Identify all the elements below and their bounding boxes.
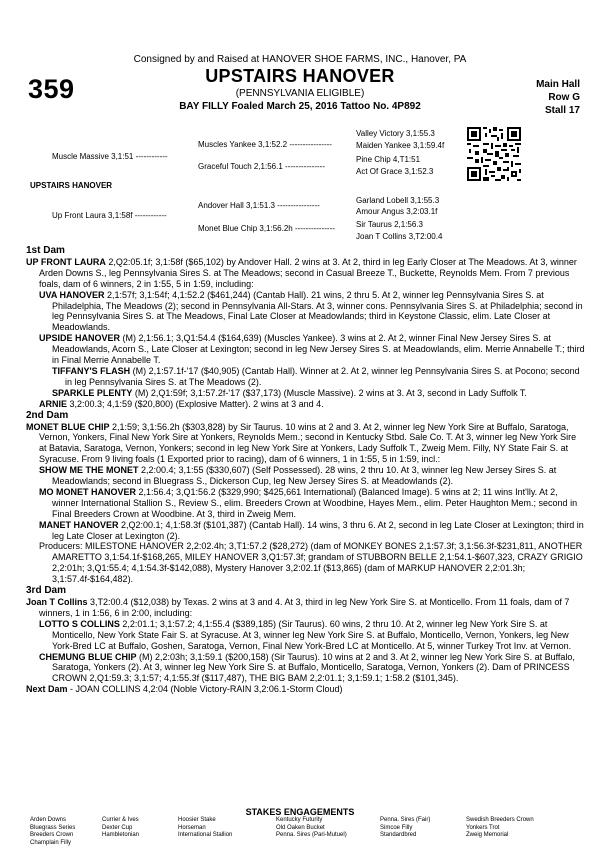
pedigree-sire: Muscle Massive 3,1:51 ------------ [52,152,168,161]
pedigree-sd-dam: Act Of Grace 3,1:52.3 [356,167,434,176]
horse-name: UPSTAIRS HANOVER [205,66,395,86]
stake-item: Kentucky Futurity [276,817,323,823]
produce-text: 2,1:56.4; 3,Q1:56.2 ($329,990; $425,661 International) (Balanced Image). 5 wins at 2; 11 wins Int'lly. At 2, winner International Stallion S., Review S., elim. Breeders Crown at Woodbine, Hayes Mem., elim. Peter Haughton Mem.; second in Final Breeders Crown at Woodbine. At 3, third in Zweig Mem. [52,486,578,519]
produce-name: SPARKLE PLENTY [52,387,133,398]
pedigree-dam-sire-text: Andover Hall 3,1:51.3 [198,201,275,210]
stake-item: Arden Downs [30,817,67,823]
pedigree-subject: UPSTAIRS HANOVER [30,181,113,190]
produce-entry [26,465,586,487]
first-dam-text: 2,Q2:05.1f; 3,1:58f ($65,102) by Andover Hall. 2 wins at 3. At 2, third in leg Early Closer at The Meadows. At 3, winner Arden Downs S., leg Pennsylvania Sires S. at The Meadows; second in Casual Breeze T., Buckette, Reynolds Mem. From 7 previous foals, dam of 6 winners, 2 in 1:55, 5 in 1:59, including: [39,256,577,289]
third-dam-name: Joan T Collins [26,597,88,607]
pedigree-sire-sire-text: Muscles Yankee 3,1:52.2 [198,140,288,149]
producers-entry: Producers: MILESTONE HANOVER 2,2:02.4h; 3,T1:57.2 ($28,272) (dam of MONKEY BONES 2,1:57.3f; 3,1:56.3f-$231,811, ANOTHER AMARETTO 3,1:54.1f-$168,265, MILEY HANOVER 3,Q1:57.3f; grandam of STUBBORN BELLE 2,1:54.1-$607,323, CRAZY GRIGIO 2,2:01h; 3,Q1:55.4; 4,1:54.3f-$142,088), Mystery Hanover 3,2:02.1f ($13,865) (dam of MARKUP HANOVER 2,2:01.3h; 3,1:57.4f-$164,482). [39,541,583,585]
produce-text: (M) 2,Q1:59f; 3,1:57.2f-'17 ($37,173) (Muscle Massive). 2 wins at 3. At 3, second in Lady Suffolk T. [132,387,527,398]
location-hall: Main Hall [536,79,580,90]
pedigree-dd-dam: Joan T Collins 3,T2:00.4 [356,232,443,241]
next-dam-label: Next Dam [26,684,68,695]
pedigree-dam-dam-text: Monet Blue Chip 3,1:56.2h [198,224,293,233]
hip-number: 359 [28,74,75,104]
produce-entry [26,619,586,652]
stake-item: Bluegrass Series [30,824,76,831]
location-row: Row G [548,92,580,103]
stakes-column [466,817,534,840]
produce-entry [26,290,586,334]
second-dam-entry [26,422,586,466]
produce-text: (M) 2,1:57.1f-'17 ($40,905) (Cantab Hall). Winner at 2. At 2, winner leg Pennsylvania Sires S. at Pocono; second in leg Pennsylvania Sires S. at The Meadows (2). [65,365,580,387]
third-dam-text: 3,T2:00.4 ($12,038) by Texas. 2 wins at 3 and 4. At 3, third in leg New York Sire S. at Monticello. From 11 foals, dam of 7 winners, 1 in 1:56, 6 in 2:00, including: [39,597,570,618]
stakes-column [178,817,232,840]
second-dam-heading: 2nd Dam [26,409,69,421]
produce-name: SHOW ME THE MONET [39,465,139,476]
stakes-column [276,817,347,840]
stake-item: Penna. Sires (Fair) [380,817,431,823]
produce-text: 3,2:00.3; 4,1:59 ($20,800) (Explosive Matter). 2 wins at 3 and 4. [67,398,324,409]
produce-entry [26,333,586,366]
stake-item: Hambletonian [102,832,140,839]
third-dam-heading: 3rd Dam [26,585,67,597]
produce-entry [26,388,586,399]
next-dam-text: - JOAN COLLINS 4,2:04 (Noble Victory-RAIN 3,2:06.1-Storm Cloud) [67,684,343,695]
stake-item: Zweig Memorial [466,832,509,839]
stake-item: Champlain Filly [30,839,72,846]
first-dam-name: UP FRONT LAURA [26,256,106,267]
stakes-column [102,817,139,840]
produce-entry [26,652,586,685]
produce-text: (M) 2,2:03h; 3,1:59.1 ($200,158) (Sir Taurus). 10 wins at 2 and 3. At 2, winner leg New York Sire S. at Buffalo, Saratoga, Yonkers (2). At 3, winner leg New York Sire S. at Buffalo, Monticello, Saratoga, Vernon, Yonkers (2). Dam of PRINCESS CROWN 2,Q1:59.3; 3,1:57; 4,1:55.3f ($117,487), THE BIG BAM 2,2:01.1; 3,1:59.1; 1:58.2 ($101,345). [52,651,575,684]
stake-item: Currier & Ives [102,817,139,823]
produce-text: 2,2:00.4; 3,1:55 ($330,607) (Self Possessed). 28 wins, 2 thru 10. At 3, winner leg New Jersey Sires S. at Meadowlands; second in Bluegrass S., Dickerson Cup, leg New Jersey Sires S. at Meadowlands (2). [52,465,557,487]
qr-code-icon [467,127,521,181]
second-dam-text: 2,1:59; 3,1:56.2h ($303,828) by Sir Taurus. 10 wins at 2 and 3. At 2, winner leg New York Sire at Buffalo, Saratoga, Vernon, Yonkers, Final New York Sire at Yonkers, Reynolds Mem.; second in Kentucky Stbd. Sale Co. T. At 3, winner leg New York Sire at Batavia, Saratoga, Vernon, Yonkers; second in leg New York Sire at Yonkers, Lady Suffolk T., Zweig Mem. Filly, NY State Fair S. at Syracuse. From 9 living foals (1 Exported prior to racing), dam of 6 winners, 1 in 1:55, 5 in 1:59, incl.: [39,421,577,465]
consignor-line: Consigned by and Raised at HANOVER SHOE FARMS, INC., Hanover, PA [133,54,467,65]
first-dam-heading: 1st Dam [26,245,65,256]
pedigree-ds-sire: Garland Lobell 3,1:55.3 [356,196,440,205]
pedigree-dam-dam: Monet Blue Chip 3,1:56.2h --------------- [198,224,335,233]
produce-name: MO MONET HANOVER [39,486,137,497]
pedigree-dd-sire: Sir Taurus 2,1:56.3 [356,220,424,229]
foaled-line: BAY FILLY Foaled March 25, 2016 Tattoo No. 4P892 [179,101,421,112]
stake-item: Horseman [178,824,206,831]
produce-name: UPSIDE HANOVER [39,333,121,344]
pedigree-dam: Up Front Laura 3,1:58f ------------ [52,211,167,220]
pedigree-sd-sire: Pine Chip 4,T1:51 [356,155,421,164]
produce-name: UVA HANOVER [39,289,105,300]
produce-name: TIFFANY'S FLASH [52,365,131,376]
pedigree-sire-sire: Muscles Yankee 3,1:52.2 ---------------- [198,140,332,149]
stake-item: Penna. Sires (Pari-Mutuel) [276,832,347,839]
stake-item: Old Oaken Bucket [276,824,325,831]
pedigree-sire-text: Muscle Massive 3,1:51 [52,152,134,161]
stake-item: Yonkers Trot [466,824,500,831]
stake-item: Breeders Crown [30,832,74,839]
produce-name: MANET HANOVER [39,519,119,530]
stake-item: Standardbred [380,832,417,839]
pedigree-sire-dam: Graceful Touch 2,1:56.1 --------------- [198,162,325,171]
pedigree-dam-sire: Andover Hall 3,1:51.3 ---------------- [198,201,320,210]
produce-text: 2,Q2:00.1; 4,1:58.3f ($101,387) (Cantab Hall). 14 wins, 3 thru 6. At 2, second in leg Late Closer at Lexington; third in leg Late Closer at Lexington (2). [52,519,584,541]
produce-entry [26,487,586,520]
produce-name: ARNIE [39,398,68,409]
third-dam-entry [26,597,586,619]
produce-text: (M) 2,1:56.1; 3,Q1:54.4 ($164,639) (Muscles Yankee). 3 wins at 2. At 2, winner Final New Jersey Sires S. at Meadowlands, Acorn S., Late Closer at Lexington; second in leg New Jersey Sires S. at Meadowlands, elim. Merrie Annabelle T.; third in Final Merrie Annabelle T. [52,333,585,366]
pedigree-dam-text: Up Front Laura 3,1:58f [52,211,133,220]
stakes-column [30,817,75,847]
next-dam-line [26,684,586,695]
stake-item: Hoosier Stake [178,817,216,823]
produce-entry [26,399,586,410]
catalog-body [26,245,586,695]
second-dam-name: MONET BLUE CHIP [26,421,110,432]
produce-entry [26,520,586,542]
first-dam-entry [26,257,586,290]
pedigree-ss-dam: Maiden Yankee 3,1:59.4f [356,141,445,150]
location-stall: Stall 17 [544,105,580,116]
stakes-column [380,817,430,840]
stake-item: Simcoe Filly [380,824,413,831]
pedigree-ss-sire: Valley Victory 3,1:55.3 [356,129,435,138]
stake-item: Swedish Breeders Crown [466,817,534,823]
produce-name: LOTTO S COLLINS [39,618,120,629]
stake-item: International Stallion [178,832,233,839]
stake-item: Dexter Cup [102,824,133,831]
produce-text: 2,2:01.1; 3,1:57.2; 4,1:55.4 ($389,185) (Sir Taurus). 60 wins, 2 thru 10. At 2, winner leg New York Sire S. at Monticello, New York State Fair S. at Syracuse. At 3, winner leg New York Sire S. at Buffalo, Monticello, Vernon, Yonkers, leg New York-Bred LC at Buffalo, Goshen, Saratoga, Vernon, Final New York-Bred LC at Monticello. At 5, winner Turkey Trot Inv. at Vernon. [52,618,572,651]
pedigree-ds-dam: Amour Angus 3,2:03.1f [356,207,438,216]
pedigree-sire-dam-text: Graceful Touch 2,1:56.1 [198,162,283,171]
produce-text: 2,1:57f; 3,1:54f; 4,1:52.2 ($461,244) (Cantab Hall). 21 wins, 2 thru 5. At 2, winner leg Pennsylvania Sires S. at Philadelphia, The Meadows (2); second in Pennsylvania All-Stars. At 3, winner cons. Pennsylvania Sires S. at Philadelphia; second in leg Pennsylvania Sires S. at The Meadows, Final Late Closer at Meadowlands; third in Keystone Classic, elim. Late Closer at Meadowlands. [52,289,583,333]
produce-name: CHEMUNG BLUE CHIP [39,651,137,662]
stakes-title: STAKES ENGAGEMENTS [245,807,355,817]
produce-entry [26,366,586,388]
barn-location [500,78,580,117]
eligibility: (PENNSYLVANIA ELIGIBLE) [235,88,365,99]
